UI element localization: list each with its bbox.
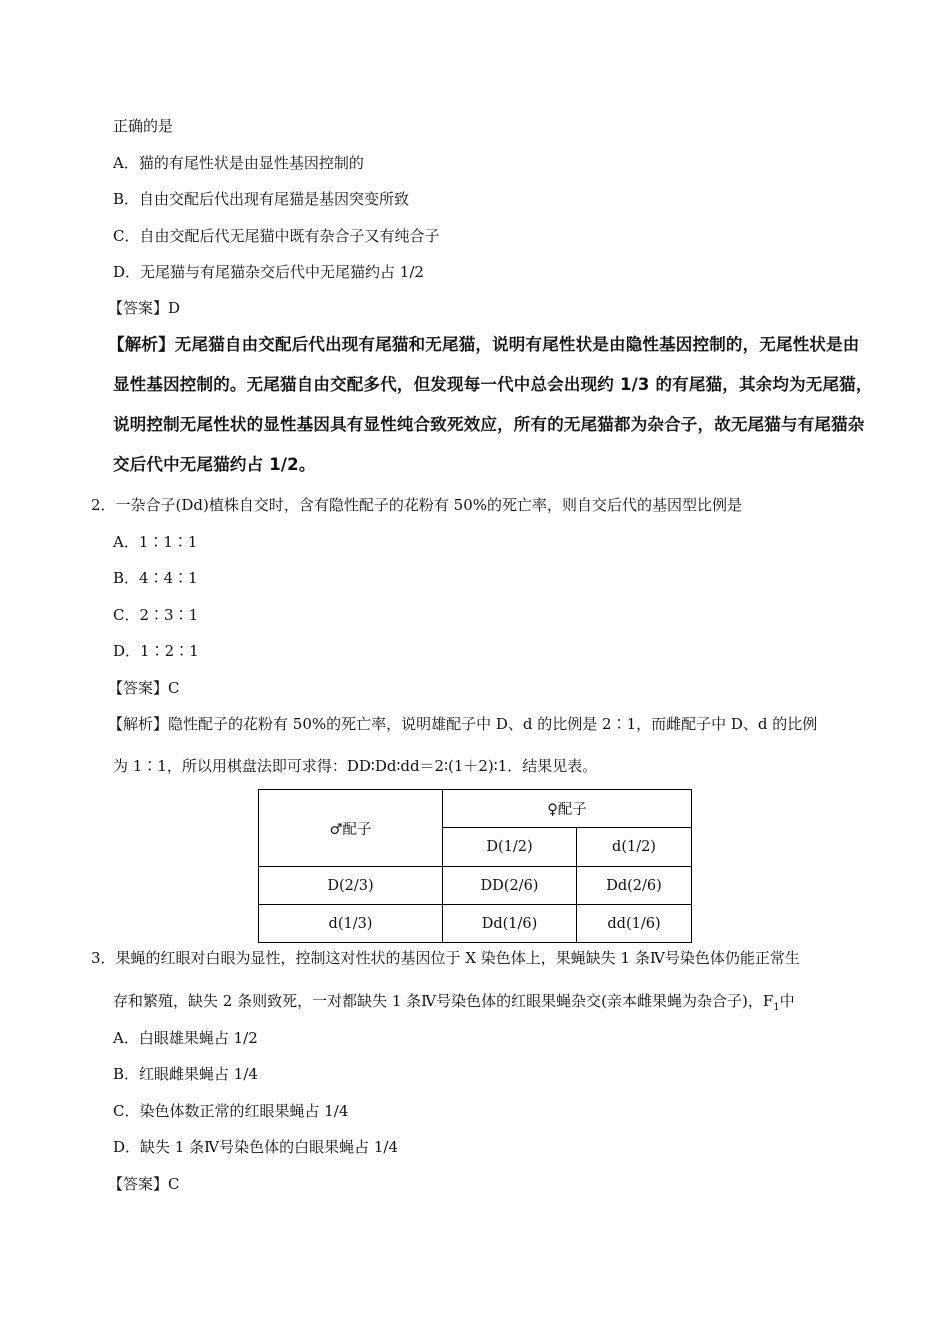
q3-stem-line1: 3．果蝇的红眼对白眼为显性，控制这对性状的基因位于 X 染色体上，果蝇缺失 1 条Ⅳ号染色体仍能正常生 [91,949,800,967]
q3-stem-subscript: 1 [773,1002,780,1013]
q2-answer: 【答案】C [108,679,180,697]
q1-analysis-line2: 显性基因控制的。无尾猫自由交配多代，但发现每一代中总会出现约 1/3 的有尾猫，其余均为无尾猫， [113,375,873,394]
row-label: d(1/3) [259,905,443,943]
q1-analysis-line4: 交后代中无尾猫约占 1/2。 [113,455,316,474]
table-cell: dd(1/6) [577,905,692,943]
q2-stem: 2．一杂合子(Dd)植株自交时，含有隐性配子的花粉有 50%的死亡率，则自交后代的基因型比例是 [91,496,742,514]
q3-option-c: C．染色体数正常的红眼果蝇占 1/4 [113,1102,349,1120]
q2-analysis-line1: 【解析】隐性配子的花粉有 50%的死亡率，说明雄配子中 D、d 的比例是 2∶1，而雌配子中 D、d 的比例 [108,715,818,733]
q1-option-a: A．猫的有尾性状是由显性基因控制的 [113,154,364,172]
q3-option-b: B．红眼雌果蝇占 1/4 [113,1065,258,1083]
row-label: D(2/3) [259,867,443,905]
q1-option-b: B．自由交配后代出现有尾猫是基因突变所致 [113,190,410,208]
q2-option-c: C．2∶3∶1 [113,606,199,624]
male-gamete-header: ♂配子 [259,790,443,867]
female-gamete-header: ♀配子 [443,790,692,828]
q3-option-a: A．白眼雄果蝇占 1/2 [113,1029,258,1047]
female-col-d-lower: d(1/2) [577,828,692,867]
table-cell: Dd(1/6) [443,905,577,943]
q1-stem-tail: 正确的是 [113,117,174,135]
q2-option-d: D．1∶2∶1 [113,642,199,660]
q2-option-a: A．1∶1∶1 [113,533,198,551]
q2-analysis-line2: 为 1∶1，所以用棋盘法即可求得：DD∶Dd∶dd＝2∶(1＋2)∶1．结果见表。 [113,757,598,775]
q1-analysis-line3: 说明控制无尾性状的显性基因具有显性纯合致死效应，所有的无尾猫都为杂合子，故无尾猫与有尾猫杂 [113,415,865,434]
q3-stem-end: 中 [779,992,795,1010]
q3-answer: 【答案】C [108,1175,180,1193]
q1-option-c: C．自由交配后代无尾猫中既有杂合子又有纯合子 [113,227,440,245]
table-cell: Dd(2/6) [577,867,692,905]
female-col-d-upper: D(1/2) [443,828,577,867]
table-cell: DD(2/6) [443,867,577,905]
q3-stem-line2 [113,991,795,1018]
q1-option-d: D．无尾猫与有尾猫杂交后代中无尾猫约占 1/2 [113,263,424,281]
q3-stem-line2-text: 存和繁殖，缺失 2 条则致死，一对都缺失 1 条Ⅳ号染色体的红眼果蝇杂交(亲本雌果蝇为杂合子)，F [113,992,774,1010]
q2-option-b: B．4∶4∶1 [113,569,198,587]
table-row [259,867,692,905]
punnett-square-table [258,789,692,943]
q1-answer: 【答案】D [108,299,181,317]
q3-option-d: D．缺失 1 条Ⅳ号染色体的白眼果蝇占 1/4 [113,1138,399,1156]
q1-analysis-line1: 【解析】无尾猫自由交配后代出现有尾猫和无尾猫，说明有尾性状是由隐性基因控制的，无尾性状是由 [108,335,860,354]
table-row [259,905,692,943]
